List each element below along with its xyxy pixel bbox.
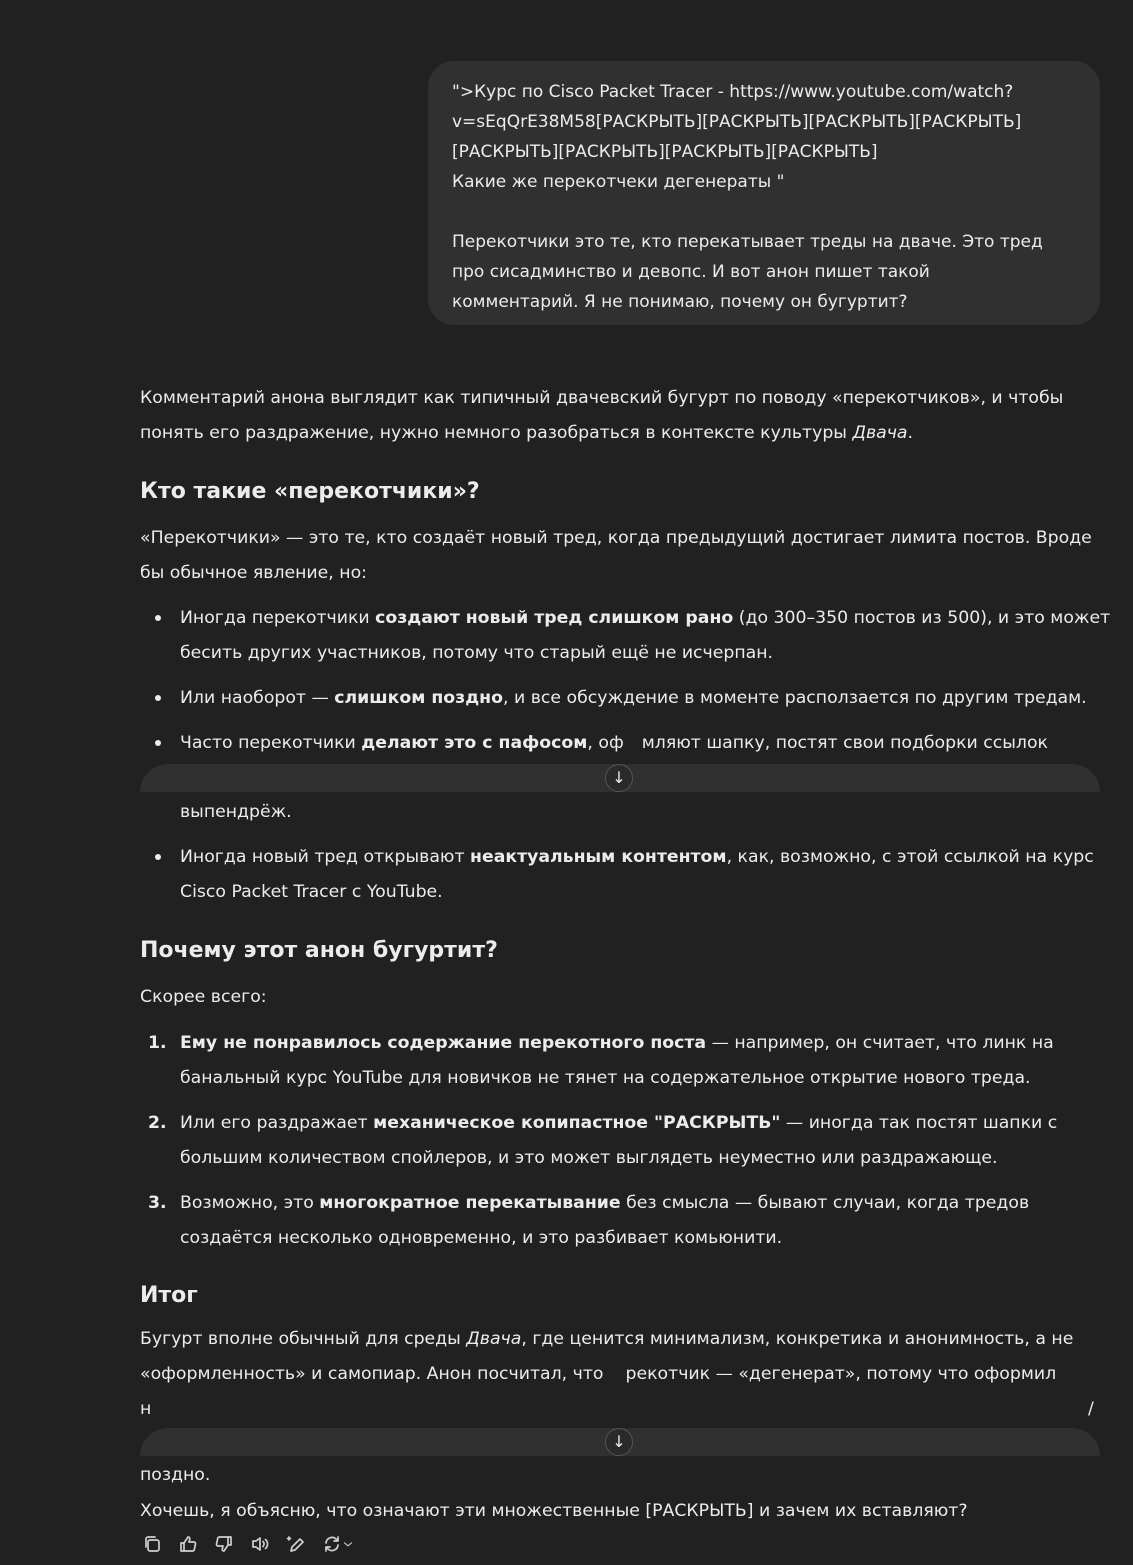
edit-button[interactable] bbox=[284, 1530, 308, 1558]
user-message-line: Перекотчики это те, кто перекатывает треды на дваче. Это тред bbox=[452, 232, 1043, 252]
chevron-down-icon bbox=[342, 1534, 354, 1554]
paragraph: н bbox=[140, 1399, 152, 1419]
paragraph: поздно. bbox=[140, 1465, 211, 1485]
list-item: Или наоборот — слишком поздно, и все обсуждение в моменте расползается по другим тредам. bbox=[180, 688, 1087, 708]
copy-button[interactable] bbox=[140, 1530, 164, 1558]
regenerate-button[interactable] bbox=[320, 1530, 356, 1558]
bullet bbox=[155, 695, 161, 701]
list-item: банальный курс YouTube для новичков не тянет на содержательное открытие нового треда. bbox=[180, 1068, 1031, 1088]
thumbs-up-button[interactable] bbox=[176, 1530, 200, 1558]
paragraph: «оформленность» и самопиар. Анон посчитал, что рекотчик — «дегенерат», потому что оформил bbox=[140, 1364, 1057, 1384]
bullet bbox=[155, 854, 161, 860]
user-message-line: [РАСКРЫТЬ][РАСКРЫТЬ][РАСКРЫТЬ][РАСКРЫТЬ] bbox=[452, 142, 878, 162]
list-item: Ему не понравилось содержание перекотного поста — например, он считает, что линк на bbox=[180, 1033, 1054, 1053]
edit-icon bbox=[286, 1534, 306, 1554]
intro-text: понять его раздражение, нужно немного разобраться в контексте культуры Двача. bbox=[140, 423, 914, 443]
list-number: 3. bbox=[148, 1193, 167, 1213]
read-aloud-icon bbox=[250, 1534, 270, 1554]
list-item: создаётся несколько одновременно, и это разбивает комьюнити. bbox=[180, 1228, 783, 1248]
thumbs-down-button[interactable] bbox=[212, 1530, 236, 1558]
copy-icon bbox=[142, 1534, 162, 1554]
read-aloud-button[interactable] bbox=[248, 1530, 272, 1558]
scroll-down-button[interactable] bbox=[605, 764, 633, 792]
thumbs-down-icon bbox=[214, 1534, 234, 1554]
list-number: 1. bbox=[148, 1033, 167, 1053]
followup-question: Хочешь, я объясню, что означают эти множественные [РАСКРЫТЬ] и зачем их вставляют? bbox=[140, 1501, 968, 1521]
paragraph: / bbox=[1088, 1399, 1094, 1419]
bullet bbox=[155, 740, 161, 746]
user-message-line: Какие же перекотчеки дегенераты " bbox=[452, 172, 785, 192]
list-item: Иногда перекотчики создают новый тред слишком рано (до 300–350 постов из 500), и это может bbox=[180, 608, 1111, 628]
list-item: Иногда новый тред открывают неактуальным контентом, как, возможно, с этой ссылкой на курс bbox=[180, 847, 1094, 867]
list-item: Cisco Packet Tracer с YouTube. bbox=[180, 882, 443, 902]
list-number: 2. bbox=[148, 1113, 167, 1133]
user-message-line: ">Курс по Cisco Packet Tracer - https://www.youtube.com/watch? bbox=[452, 82, 1014, 102]
list-item: выпендрёж. bbox=[180, 802, 292, 822]
thumbs-up-icon bbox=[178, 1534, 198, 1554]
user-message-bubble bbox=[428, 61, 1100, 325]
paragraph: «Перекотчики» — это те, кто создаёт новый тред, когда предыдущий достигает лимита постов. Вроде bbox=[140, 528, 1092, 548]
bullet bbox=[155, 615, 161, 621]
list-item: большим количеством спойлеров, и это может выглядеть неуместно или раздражающе. bbox=[180, 1148, 998, 1168]
arrow-down-icon: ↓ bbox=[612, 1432, 626, 1451]
heading-summary: Итог bbox=[140, 1283, 198, 1308]
paragraph: бы обычное явление, но: bbox=[140, 563, 367, 583]
scroll-down-button[interactable] bbox=[605, 1428, 633, 1456]
regenerate-icon bbox=[322, 1534, 342, 1554]
user-message-line: про сисадминство и девопс. И вот анон пишет такой bbox=[452, 262, 930, 282]
list-item: Возможно, это многократное перекатывание без смысла — бывают случаи, когда тредов bbox=[180, 1193, 1030, 1213]
message-actions bbox=[140, 1530, 356, 1558]
user-message-line: v=sEqQrE38M58[РАСКРЫТЬ][РАСКРЫТЬ][РАСКРЫТЬ][РАСКРЫТЬ] bbox=[452, 112, 1022, 132]
list-item: Часто перекотчики делают это с пафосом, оф мляют шапку, постят свои подборки ссылок bbox=[180, 733, 1048, 753]
arrow-down-icon: ↓ bbox=[612, 768, 626, 787]
heading-who: Кто такие «перекотчики»? bbox=[140, 479, 480, 504]
user-message-line: комментарий. Я не понимаю, почему он бугуртит? bbox=[452, 292, 908, 312]
paragraph: Скорее всего: bbox=[140, 987, 267, 1007]
paragraph: Бугурт вполне обычный для среды Двача, где ценится минимализм, конкретика и анонимность, а не bbox=[140, 1329, 1074, 1349]
intro-text: Комментарий анона выглядит как типичный двачевский бугурт по поводу «перекотчиков», и чтобы bbox=[140, 388, 1064, 408]
list-item: Или его раздражает механическое копипастное "РАСКРЫТЬ" — иногда так постят шапки с bbox=[180, 1113, 1058, 1133]
heading-why: Почему этот анон бугуртит? bbox=[140, 938, 498, 963]
list-item: бесить других участников, потому что старый ещё не исчерпан. bbox=[180, 643, 774, 663]
